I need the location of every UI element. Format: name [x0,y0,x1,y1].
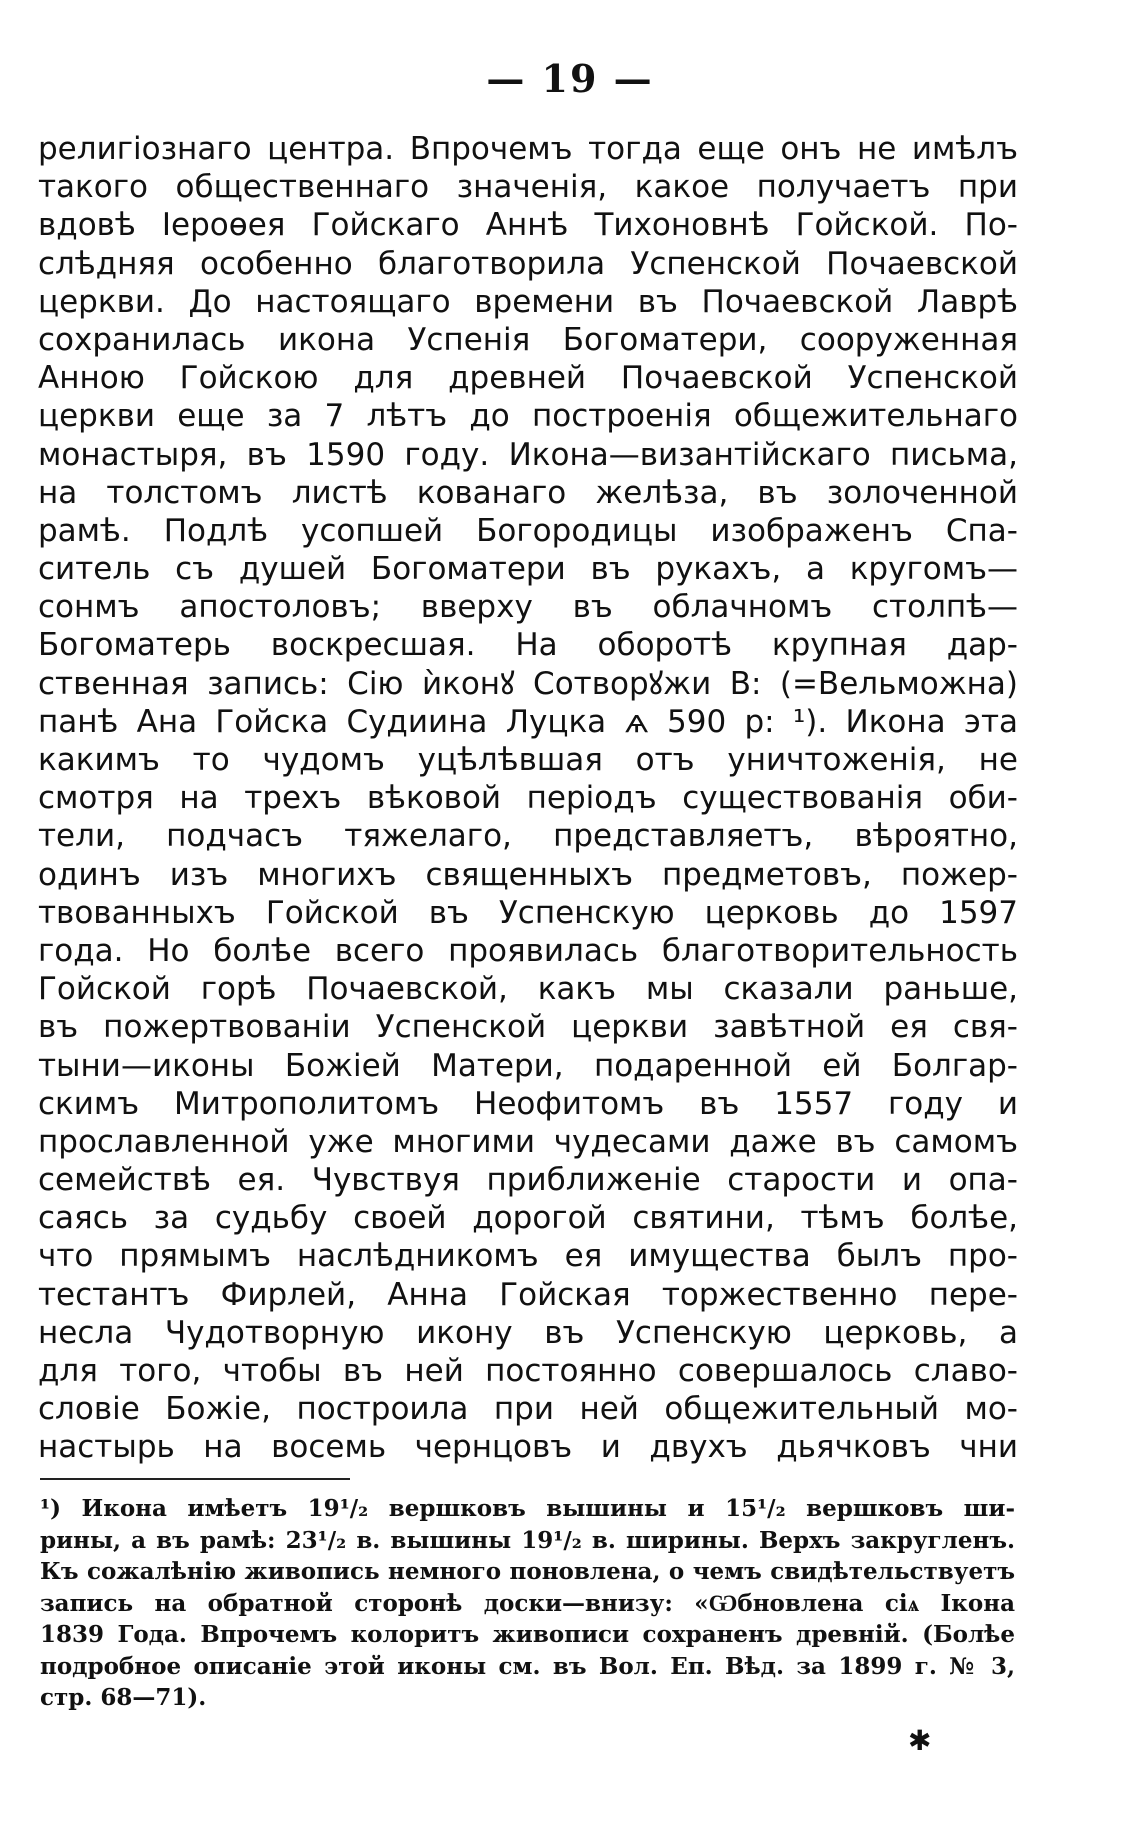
footnote-line: 1839 Года. Впрочемъ колоритъ живописи сохраненъ древній. (Болѣе [40,1621,1015,1648]
footnote-line: рины, а въ рамѣ: 23¹/₂ в. вышины 19¹/₂ в. ширины. Верхъ закругленъ. [40,1526,1015,1554]
text-line: тели, подчасъ тяжелаго, представляетъ, вѣроятно, [38,818,1018,855]
text-line: твованныхъ Гойской въ Успенскую церковь до 1597 [38,894,1018,931]
text-line: сонмъ апостоловъ; вверху въ облачномъ столпѣ— [38,589,1018,626]
footnote-line: подробное описаніе этой иконы см. въ Вол. Еп. Вѣд. за 1899 г. № 3, [40,1652,1015,1680]
footnote [40,1493,1015,1714]
text-line: что прямымъ наслѣдникомъ ея имущества былъ про- [38,1238,1018,1275]
text-line: такого общественнаго значенія, какое получаетъ при [38,169,1018,206]
text-line: семействѣ ея. Чувствуя приближеніе старости и опа- [38,1162,1018,1199]
text-line: ственная запись: Сiю ѝконꙋ Сотворꙋжи В: (=Вельможна) [38,665,1018,702]
text-line: смотря на трехъ вѣковой періодъ существованія оби- [38,780,1018,817]
text-line: саясь за судьбу своей дорогой святини, тѣмъ болѣе, [38,1200,1018,1237]
text-line: года. Но болѣе всего проявилась благотворительность [38,932,1018,969]
text-line: тестантъ Фирлей, Анна Гойская торжественно пере- [38,1276,1018,1313]
footnote-line: ¹) Икона имѣетъ 19¹/₂ вершковъ вышины и 15¹/₂ вершковъ ши- [40,1495,1015,1522]
page-number: — 19 — [486,56,654,101]
text-line: скимъ Митрополитомъ Неофитомъ въ 1557 году и [38,1085,1018,1122]
footnote-line: запись на обратной сторонѣ доски—внизу: «Ѡбновлена сiѧ Iкона [40,1589,1015,1617]
text-line: церкви еще за 7 лѣтъ до построенія общежительнаго [38,398,1018,435]
text-line: Богоматерь воскресшая. На оборотѣ крупная дар- [38,627,1018,664]
text-line: религіознаго центра. Впрочемъ тогда еще онъ не имѣлъ [38,131,1018,167]
text-line: тыни—иконы Божіей Матери, подаренной ей Болгар- [38,1047,1018,1084]
footnote-line: Къ сожалѣнію живопись немного поновлена, о чемъ свидѣтельствуетъ [40,1558,1015,1585]
text-line: рамѣ. Подлѣ усопшей Богородицы изображенъ Спа- [38,512,1018,549]
footnote-line: стр. 68—71). [40,1684,207,1711]
text-line: Гойской горѣ Почаевской, какъ мы сказали раньше, [38,971,1018,1008]
text-line: монастыря, въ 1590 году. Икона—византійскаго письма, [38,436,1018,473]
text-line: сохранилась икона Успенія Богоматери, сооруженная [38,321,1018,358]
text-line: панѣ Ана Гойска Судиина Луцка ѧ 590 р: ¹). Икона эта [38,703,1018,740]
text-line: прославленной уже многими чудесами даже въ самомъ [38,1123,1018,1160]
text-line: какимъ то чудомъ уцѣлѣвшая отъ уничтоженія, не [38,742,1018,778]
text-line: для того, чтобы въ ней постоянно совершалось славо- [38,1353,1018,1389]
text-line: вдовѣ Іероѳея Гойскаго Аннѣ Тихоновнѣ Гойской. По- [38,207,1018,244]
text-line: Анною Гойскою для древней Почаевской Успенской [38,360,1018,397]
text-line: словіе Божіе, построила при ней общежительный мо- [38,1391,1018,1428]
text-line: несла Чудотворную икону въ Успенскую церковь, а [38,1314,1018,1351]
text-line: настырь на восемь чернцовъ и двухъ дьячковъ чни [38,1429,1018,1466]
footnote-divider [40,1478,350,1480]
text-line: слѣдняя особенно благотворила Успенской Почаевской [38,245,1018,282]
body-text [38,130,1018,1467]
text-line: въ пожертвованіи Успенской церкви завѣтной ея свя- [38,1009,1018,1046]
text-line: на толстомъ листѣ кованаго желѣза, въ золоченной [38,474,1018,511]
text-line: ситель съ душей Богоматери въ рукахъ, а кругомъ— [38,551,1018,588]
asterisk-ornament-icon: ✱ [908,1724,932,1757]
text-line: одинъ изъ многихъ священныхъ предметовъ, пожер- [38,856,1018,893]
text-line: церкви. До настоящаго времени въ Почаевской Лаврѣ [38,283,1018,320]
